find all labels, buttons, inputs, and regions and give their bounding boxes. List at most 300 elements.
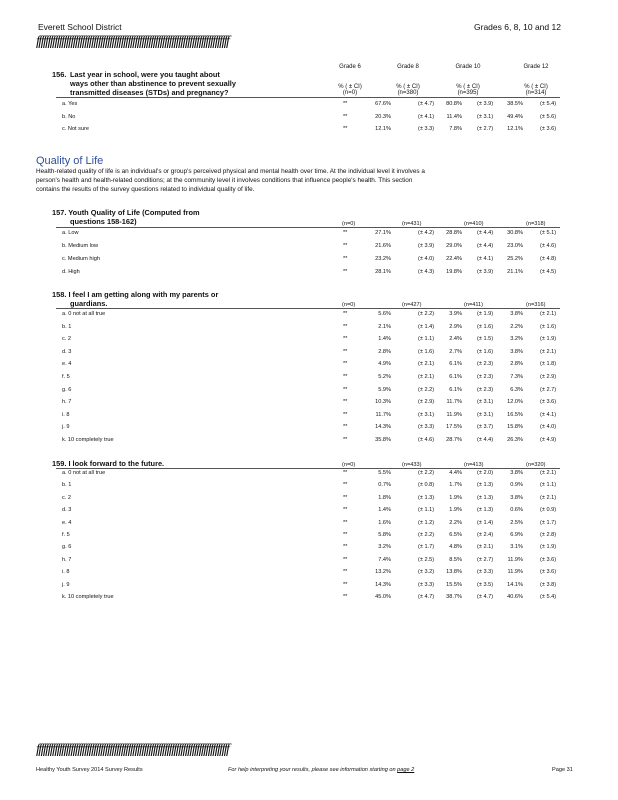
grade-8-percent: 27.1%: [375, 230, 391, 236]
grade-8-percent: 5.5%: [378, 470, 391, 476]
grade-8-percent: 20.3%: [375, 113, 391, 120]
grade-6-value: **: [343, 411, 348, 418]
grade-12-percent: 14.1%: [507, 581, 523, 588]
grade-6-value: **: [343, 311, 348, 317]
grade-8-percent: 1.4%: [378, 507, 391, 514]
grade-10-percent: 2.2%: [449, 519, 462, 526]
grade-10-percent: 6.1%: [449, 361, 462, 368]
table-row: [56, 323, 560, 332]
grade-8-percent: 5.8%: [378, 532, 391, 538]
grade-8-ci: (± 2.2): [418, 386, 435, 393]
grade-12-ci: (± 1.1): [540, 482, 557, 489]
table-row: [56, 519, 560, 528]
table-row: [56, 543, 560, 552]
grade-8-percent: 45.0%: [375, 594, 391, 600]
grade-10-percent: 6.1%: [449, 386, 462, 393]
q159-n-g6: (n=0): [342, 462, 356, 468]
table-row: [56, 411, 560, 420]
grade-12-ci: (± 2.9): [540, 374, 557, 380]
grade-12-ci: (± 1.7): [540, 519, 557, 526]
grade-10-ci: (± 1.3): [477, 482, 494, 489]
grade-8-ci: (± 1.6): [418, 348, 435, 355]
grade-10-head: Grade 10: [455, 64, 481, 70]
grade-10-ci: (± 4.1): [477, 256, 494, 262]
grade-12-percent: 25.2%: [507, 256, 523, 262]
grade-6-value: **: [343, 113, 348, 120]
grade-12-ci: (± 1.9): [540, 544, 557, 551]
q158-n-g8: (n=427): [402, 302, 422, 308]
grade-10-percent: 28.7%: [446, 437, 462, 443]
grade-10-percent: 1.9%: [449, 507, 462, 514]
grade-8-ci: (± 3.3): [418, 581, 435, 588]
table-row: [56, 506, 560, 515]
grade-10-ci: (± 3.1): [477, 113, 494, 120]
grade-12-percent: 3.8%: [510, 348, 523, 355]
grade-12-percent: 6.3%: [510, 386, 523, 393]
table-row: [56, 255, 560, 264]
grade-8-percent: 13.2%: [375, 569, 391, 576]
footer-rule: ffffffffffffffffffffffffffffffffffffffffffffffffffffffffffffffffffffffffffffffffffff: [36, 742, 229, 757]
grade-6-value: **: [343, 323, 348, 330]
q156-line-1: Last year in school, were you taught about: [70, 70, 220, 79]
grade-8-ci: (± 4.0): [418, 256, 435, 262]
grade-8-ci: (± 2.9): [418, 399, 435, 406]
table-row: [56, 556, 560, 565]
grade-6-value: **: [343, 569, 348, 576]
grade-8-head: Grade 8: [397, 64, 419, 70]
table-row: [56, 531, 560, 540]
row-label: j. 9: [62, 424, 70, 431]
grade-8-ci: (± 4.1): [418, 113, 435, 120]
grade-8-ci: (± 2.1): [418, 361, 435, 368]
grade-8-ci: (± 1.1): [418, 336, 435, 343]
q156-line-2: ways other than abstinence to prevent sexually: [70, 79, 236, 88]
table-row: [56, 348, 560, 357]
q159-n-g12: (n=320): [526, 462, 546, 468]
grade-12-ci: (± 5.4): [540, 594, 557, 600]
grade-12-percent: 26.3%: [507, 437, 523, 443]
table-row: [56, 398, 560, 407]
row-label: i. 8: [62, 569, 70, 576]
grade-6-value: **: [343, 386, 348, 393]
grade-10-percent: 2.4%: [449, 336, 462, 343]
grade-8-percent: 1.8%: [378, 494, 391, 501]
grade-10-ci: (± 4.4): [477, 230, 494, 236]
grade-8-ci: (± 2.2): [418, 470, 435, 476]
row-label: b. 1: [62, 323, 72, 330]
grade-12-percent: 49.4%: [507, 113, 523, 120]
grade-10-ci: (± 3.1): [477, 399, 494, 406]
grade-12-ci: (± 5.6): [540, 113, 557, 120]
row-label: b. Medium low: [62, 243, 99, 249]
grade-12-ci: (± 4.9): [540, 437, 557, 443]
grade-10-percent: 22.4%: [446, 256, 462, 262]
grade-10-percent: 17.5%: [446, 424, 462, 431]
grade-10-ci: (± 2.4): [477, 532, 494, 538]
table-row: [56, 310, 560, 319]
grade-8-ci: (± 4.3): [418, 269, 435, 275]
grade-8-ci: (± 1.3): [418, 494, 435, 501]
q157-underline: [56, 227, 560, 228]
grade-8-ci: (± 2.2): [418, 532, 435, 538]
grade-10-ci: (± 2.0): [477, 470, 494, 476]
row-label: d. 3: [62, 348, 72, 355]
grade-8-ci: (± 1.2): [418, 519, 435, 526]
table-row: [56, 494, 560, 503]
grade-6-value: **: [343, 470, 348, 476]
grade-12-ci: (± 2.1): [540, 470, 557, 476]
grade-8-percent: 5.9%: [378, 386, 391, 393]
grade-12-percent: 16.5%: [507, 411, 523, 418]
grade-8-percent: 12.1%: [375, 126, 391, 132]
grade-12-ci: (± 1.6): [540, 323, 557, 330]
q158-n-g10: (n=411): [464, 302, 484, 308]
grade-10-percent: 11.9%: [446, 411, 462, 418]
grade-12-percent: 3.8%: [510, 470, 523, 476]
grade-10-ci: (± 2.3): [477, 361, 494, 368]
row-label: h. 7: [62, 399, 72, 406]
grade-12-percent: 12.1%: [507, 126, 523, 132]
grade-8-percent: 0.7%: [378, 482, 391, 489]
grade-12-ci: (± 4.5): [540, 269, 557, 275]
grade-10-ci: (± 2.3): [477, 374, 494, 380]
grade-12-percent: 3.1%: [510, 544, 523, 551]
grade-8-percent: 1.4%: [378, 336, 391, 343]
grade-12-ci: (± 4.8): [540, 256, 557, 262]
grade-12-ci: (± 1.9): [540, 336, 557, 343]
grade-10-percent: 29.0%: [446, 243, 462, 249]
grade-10-ci: (± 3.5): [477, 581, 494, 588]
grade-10-ci: (± 3.1): [477, 411, 494, 418]
grade-12-percent: 0.6%: [510, 507, 523, 514]
footer-survey-title: Healthy Youth Survey 2014 Survey Results: [36, 767, 143, 773]
grade-10-ci: (± 4.4): [477, 437, 494, 443]
grade-8-ci: (± 2.5): [418, 556, 435, 563]
grade-12-percent: 2.5%: [510, 519, 523, 526]
section-intro-line-3: contains the results of the survey questions related to individual quality of life.: [36, 186, 255, 193]
grade-6-value: **: [343, 336, 348, 343]
grade-6-value: **: [343, 437, 348, 443]
grade-6-value: **: [343, 424, 348, 431]
q156-n-g12: (n=314): [525, 90, 547, 96]
grade-10-ci: (± 1.3): [477, 507, 494, 514]
table-row: [56, 386, 560, 395]
q159-n-g10: (n=413): [464, 462, 484, 468]
grade-12-percent: 21.1%: [507, 269, 523, 275]
row-label: d. High: [62, 269, 80, 275]
grade-10-percent: 2.7%: [449, 348, 462, 355]
table-row: [56, 335, 560, 344]
grade-10-percent: 1.9%: [449, 494, 462, 501]
row-label: i. 8: [62, 411, 70, 418]
grade-6-value: **: [343, 532, 348, 538]
grade-10-ci: (± 1.3): [477, 494, 494, 501]
grade-10-percent: 38.7%: [446, 594, 462, 600]
q156-ci-label-g10: % ( ± CI): [456, 84, 480, 90]
row-label: e. 4: [62, 519, 72, 526]
grade-8-ci: (± 0.8): [418, 482, 435, 489]
grade-12-ci: (± 2.1): [540, 311, 557, 317]
grade-6-value: **: [343, 556, 348, 563]
grade-8-ci: (± 2.1): [418, 374, 435, 380]
row-label: a. 0 not at all true: [62, 311, 106, 317]
grade-10-ci: (± 3.7): [477, 424, 494, 431]
q157-n-g8: (n=431): [402, 221, 422, 227]
grade-6-value: **: [343, 581, 348, 588]
grade-10-percent: 6.1%: [449, 374, 462, 380]
grade-8-percent: 10.3%: [375, 399, 391, 406]
grades-label: Grades 6, 8, 10 and 12: [474, 22, 561, 32]
grade-8-percent: 14.3%: [375, 424, 391, 431]
grade-8-ci: (± 4.7): [418, 594, 435, 600]
q159-line-1: 159. I look forward to the future.: [52, 459, 165, 468]
grade-10-ci: (± 4.7): [477, 594, 494, 600]
grade-8-percent: 21.6%: [375, 243, 391, 249]
row-label: a. 0 not at all true: [62, 470, 106, 476]
grade-6-value: **: [343, 348, 348, 355]
grade-8-percent: 3.2%: [378, 544, 391, 551]
row-label: c. 2: [62, 494, 72, 501]
q156-ci-label-g6: % ( ± CI): [338, 84, 362, 90]
row-label: f. 5: [62, 374, 70, 380]
grade-10-ci: (± 2.7): [477, 126, 494, 132]
grade-8-ci: (± 3.3): [418, 126, 435, 132]
district-name: Everett School District: [38, 22, 122, 32]
grade-12-ci: (± 4.0): [540, 424, 557, 431]
header-rule: ffffffffffffffffffffffffffffffffffffffffffffffffffffffffffffffffffffffffffffffffffff: [36, 34, 229, 49]
grade-12-ci: (± 3.8): [540, 581, 557, 588]
row-label: c. 2: [62, 336, 72, 343]
grade-10-ci: (± 2.1): [477, 544, 494, 551]
grade-12-ci: (± 2.1): [540, 348, 557, 355]
row-label: c. Not sure: [62, 126, 90, 132]
grade-10-ci: (± 2.3): [477, 386, 494, 393]
q156-ci-label-g12: % ( ± CI): [524, 84, 548, 90]
section-intro-line-2: person's health and health-related conditions; at the community level it involves conditions that influence people's health. This section: [36, 177, 413, 184]
grade-12-percent: 15.8%: [507, 424, 523, 431]
q157-line-2: questions 158-162): [70, 217, 137, 226]
grade-8-percent: 5.6%: [378, 311, 391, 317]
q156-n-g8: (n=380): [397, 90, 419, 96]
grade-12-percent: 7.3%: [510, 374, 523, 380]
row-label: j. 9: [62, 581, 70, 588]
grade-8-percent: 2.8%: [378, 348, 391, 355]
table-row: [56, 229, 560, 238]
grade-10-percent: 2.9%: [449, 323, 462, 330]
grade-12-ci: (± 4.6): [540, 243, 557, 249]
grade-12-percent: 3.8%: [510, 494, 523, 501]
grade-10-percent: 19.8%: [446, 269, 462, 275]
table-row: [56, 436, 560, 445]
table-row: [56, 125, 560, 134]
table-row: [56, 268, 560, 277]
q156-n-g10: (n=395): [457, 90, 479, 96]
row-label: g. 6: [62, 386, 72, 393]
grade-12-ci: (± 3.6): [540, 556, 557, 563]
grade-6-head: Grade 6: [339, 64, 361, 70]
grade-12-head: Grade 12: [523, 64, 549, 70]
grade-8-ci: (± 3.2): [418, 569, 435, 576]
q158-n-g12: (n=316): [526, 302, 546, 308]
grade-8-ci: (± 2.2): [418, 311, 435, 317]
q157-n-g6: (n=0): [342, 221, 356, 227]
q157-n-g12: (n=318): [526, 221, 546, 227]
grade-12-percent: 2.2%: [510, 323, 523, 330]
footer-help-label: For help interpreting your results, please see information starting on: [228, 767, 396, 773]
grade-10-percent: 1.7%: [449, 482, 462, 489]
q158-line-1: 158. I feel I am getting along with my parents or: [52, 290, 219, 299]
grade-6-value: **: [343, 494, 348, 501]
grade-10-percent: 80.8%: [446, 101, 462, 107]
grade-10-percent: 8.5%: [449, 556, 462, 563]
grade-6-value: **: [343, 482, 348, 489]
grade-12-ci: (± 2.1): [540, 494, 557, 501]
q158-underline: [56, 308, 560, 309]
grade-12-percent: 3.2%: [510, 336, 523, 343]
grade-8-percent: 35.8%: [375, 437, 391, 443]
row-label: d. 3: [62, 507, 72, 514]
row-label: k. 10 completely true: [62, 437, 114, 443]
page-2-link[interactable]: page 2: [397, 767, 415, 773]
grade-8-percent: 2.1%: [378, 323, 391, 330]
grade-10-percent: 15.5%: [446, 581, 462, 588]
row-label: h. 7: [62, 556, 72, 563]
row-label: g. 6: [62, 544, 72, 551]
grade-6-value: **: [343, 507, 348, 514]
grade-12-ci: (± 4.1): [540, 411, 557, 418]
grade-8-ci: (± 4.7): [418, 101, 435, 107]
grade-12-ci: (± 2.7): [540, 386, 557, 393]
row-label: k. 10 completely true: [62, 594, 114, 600]
grade-8-ci: (± 4.6): [418, 437, 435, 443]
row-label: a. Low: [62, 230, 79, 236]
q159-n-g8: (n=433): [402, 462, 422, 468]
grade-12-ci: (± 3.6): [540, 399, 557, 406]
footer-help-text: [228, 767, 414, 773]
q157-n-g10: (n=410): [464, 221, 484, 227]
grade-8-percent: 28.1%: [375, 269, 391, 275]
grade-12-percent: 2.8%: [510, 361, 523, 368]
table-row: [56, 423, 560, 432]
grade-10-ci: (± 1.4): [477, 519, 494, 526]
grade-10-percent: 6.5%: [449, 532, 462, 538]
q158-line-2: guardians.: [70, 299, 108, 308]
grade-8-ci: (± 3.9): [418, 243, 435, 249]
grade-12-percent: 12.0%: [507, 399, 523, 406]
table-row: [56, 469, 560, 478]
grade-10-percent: 7.8%: [449, 126, 462, 132]
grade-10-ci: (± 1.9): [477, 311, 494, 317]
grade-10-ci: (± 3.3): [477, 569, 494, 576]
grade-6-value: **: [343, 126, 348, 132]
grade-12-ci: (± 3.6): [540, 126, 557, 132]
grade-12-percent: 11.9%: [507, 569, 523, 576]
table-row: [56, 100, 560, 109]
q156-number: 156.: [52, 70, 67, 79]
grade-12-ci: (± 0.9): [540, 507, 557, 514]
grade-12-percent: 11.9%: [507, 556, 523, 563]
section-intro-line-1: Health-related quality of life is an individual's or group's perceived physical and mental health over time. At the individual level it involves a: [36, 168, 425, 175]
grade-6-value: **: [343, 544, 348, 551]
table-row: [56, 481, 560, 490]
grade-6-value: **: [343, 361, 348, 368]
grade-12-ci: (± 1.8): [540, 361, 557, 368]
grade-6-value: **: [343, 230, 348, 236]
grade-6-value: **: [343, 399, 348, 406]
table-row: [56, 242, 560, 251]
grade-6-value: **: [343, 256, 348, 262]
grade-6-value: **: [343, 374, 348, 380]
grade-10-percent: 13.8%: [446, 569, 462, 576]
grade-12-ci: (± 2.8): [540, 532, 557, 538]
grade-10-ci: (± 3.9): [477, 101, 494, 107]
grade-8-percent: 5.2%: [378, 374, 391, 380]
q156-line-3: transmitted diseases (STDs) and pregnancy?: [70, 88, 229, 97]
q156-underline: [56, 97, 560, 98]
grade-8-ci: (± 1.1): [418, 507, 435, 514]
grade-10-percent: 3.9%: [449, 311, 462, 317]
section-title: Quality of Life: [36, 155, 104, 167]
table-row: [56, 360, 560, 369]
q157-line-1: 157. Youth Quality of Life (Computed from: [52, 208, 200, 217]
grade-6-value: **: [343, 269, 348, 275]
grade-8-ci: (± 4.2): [418, 230, 435, 236]
table-row: [56, 568, 560, 577]
grade-8-percent: 14.3%: [375, 581, 391, 588]
grade-8-percent: 11.7%: [375, 411, 391, 418]
grade-12-ci: (± 3.6): [540, 569, 557, 576]
row-label: e. 4: [62, 361, 72, 368]
grade-6-value: **: [343, 519, 348, 526]
grade-6-value: **: [343, 243, 348, 249]
grade-8-ci: (± 3.3): [418, 424, 435, 431]
grade-8-ci: (± 3.1): [418, 411, 435, 418]
grade-10-ci: (± 1.6): [477, 348, 494, 355]
grade-8-percent: 7.4%: [378, 556, 391, 563]
grade-10-ci: (± 1.5): [477, 336, 494, 343]
grade-10-ci: (± 1.6): [477, 323, 494, 330]
grade-8-percent: 23.2%: [375, 256, 391, 262]
grade-10-ci: (± 3.9): [477, 269, 494, 275]
row-label: a. Yes: [62, 101, 78, 107]
row-label: c. Medium high: [62, 256, 100, 262]
grade-12-percent: 30.8%: [507, 230, 523, 236]
table-row: [56, 593, 560, 602]
grade-12-percent: 6.9%: [510, 532, 523, 538]
grade-10-percent: 11.4%: [446, 113, 462, 120]
grade-6-value: **: [343, 594, 348, 600]
q156-ci-label-g8: % ( ± CI): [396, 84, 420, 90]
q156-n-g6: (n=0): [342, 90, 358, 96]
grade-12-percent: 40.6%: [507, 594, 523, 600]
grade-12-ci: (± 5.4): [540, 101, 557, 107]
q158-n-g6: (n=0): [342, 302, 356, 308]
grade-10-percent: 4.4%: [449, 470, 462, 476]
grade-8-ci: (± 1.4): [418, 323, 435, 330]
row-label: b. 1: [62, 482, 72, 489]
row-label: f. 5: [62, 532, 70, 538]
grade-12-percent: 3.8%: [510, 311, 523, 317]
grade-8-ci: (± 1.7): [418, 544, 435, 551]
grade-10-percent: 4.8%: [449, 544, 462, 551]
grade-10-percent: 28.8%: [446, 230, 462, 236]
row-label: b. No: [62, 113, 76, 120]
grade-12-percent: 0.9%: [510, 482, 523, 489]
grade-8-percent: 4.9%: [378, 361, 391, 368]
table-row: [56, 581, 560, 590]
grade-10-ci: (± 4.4): [477, 243, 494, 249]
page-number: Page 31: [552, 767, 573, 773]
